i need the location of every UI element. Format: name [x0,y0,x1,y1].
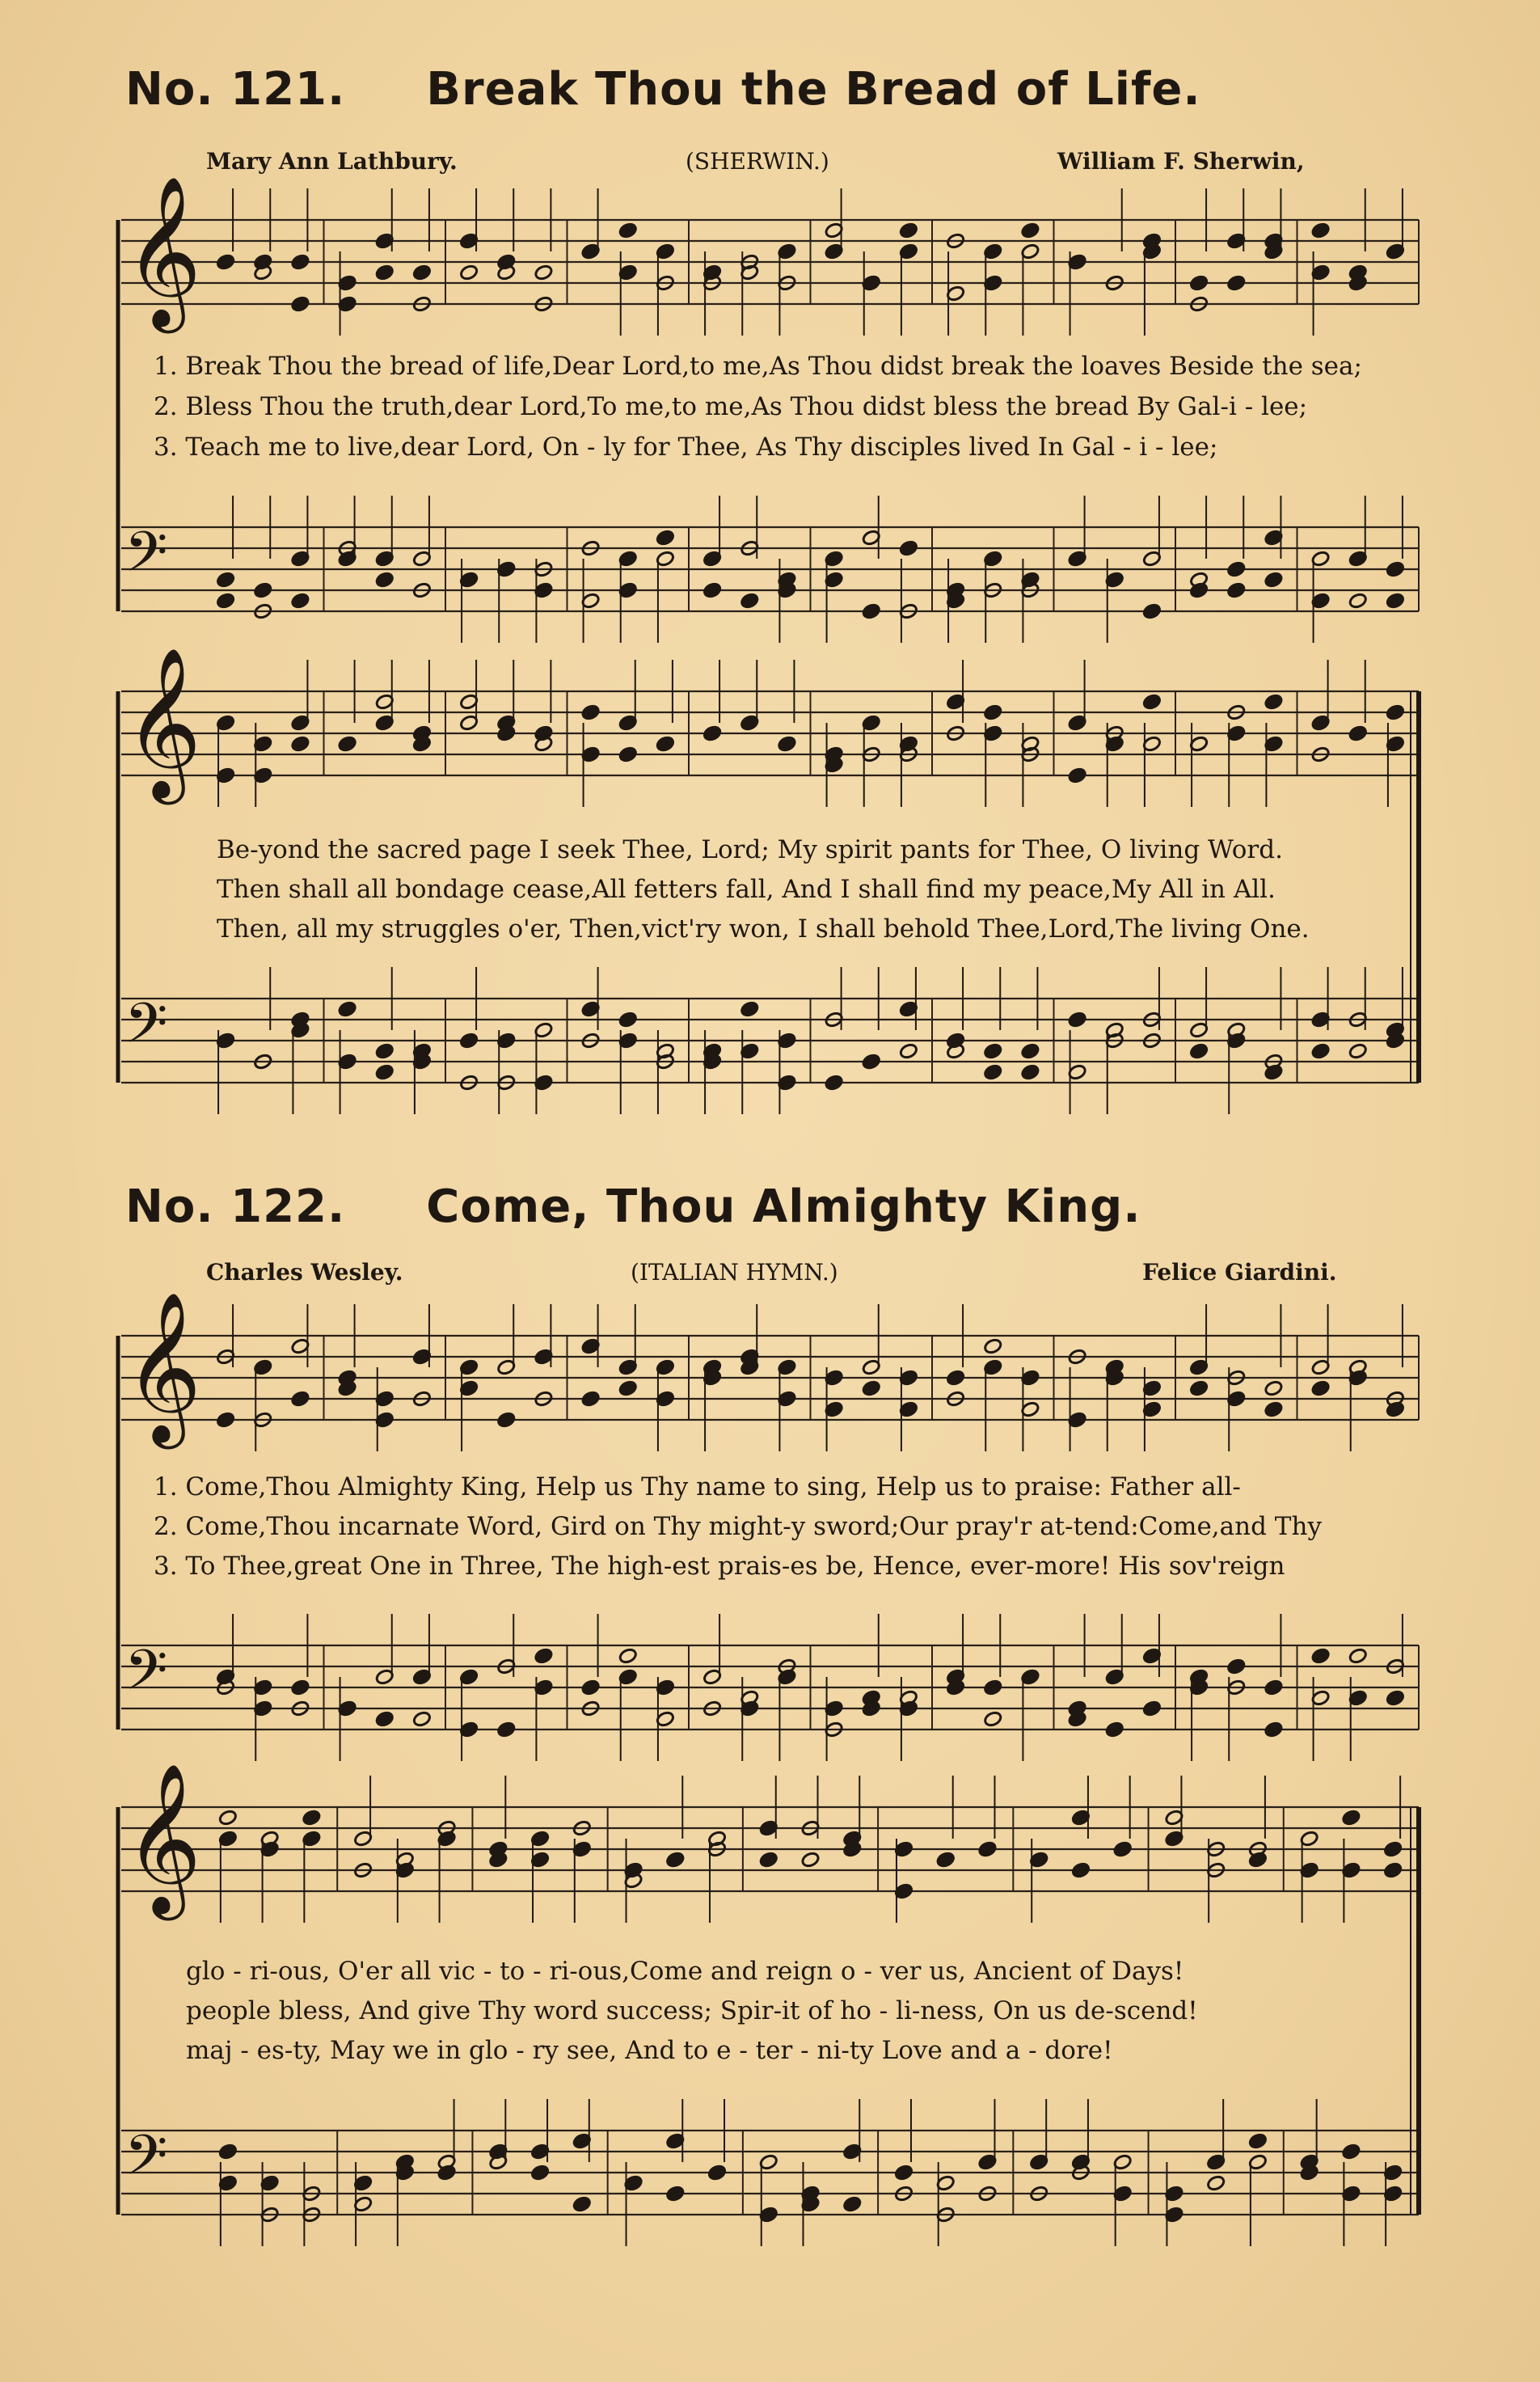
note-head [983,1710,1002,1727]
note-head [1383,1861,1403,1878]
note-head [1105,1721,1124,1738]
note-head [581,1390,601,1407]
note-head [1189,1379,1209,1396]
hymn-122-verse-1-part-2: glo - ri-ous, O'er all vic - to - ri-ous,Come and reign o - ver us, Ancient of Days! [186,1957,1184,1986]
hymn-121-verse-3-part-1: 3. Teach me to live,dear Lord, On - ly for Thee, As Thy disciples lived In Gal - i - lee; [154,433,1218,462]
bass-clef-icon: 𝄢 [124,2122,168,2202]
note-head [618,1379,638,1396]
bass-clef-icon: 𝄢 [124,990,168,1070]
note-head [581,1679,601,1696]
treble-clef-icon: 𝄞 [124,646,202,799]
note-head [1341,2143,1361,2160]
note-head [218,1809,238,1826]
note-head [412,1710,432,1727]
note-head [1386,1689,1405,1706]
note-head [1248,2132,1268,2149]
note-head [618,1647,638,1664]
note-head [1264,1679,1283,1696]
note-head [218,2143,238,2160]
note-head [1113,1840,1133,1857]
hymn-121-composer: William F. Sherwin, [1057,148,1305,175]
treble-clef-icon: 𝄞 [124,1290,202,1443]
hymn-121-verse-1-part-2: Be-yond the sacred page I seek Thee, Lord; My spirit pants for Thee, O living Word. [217,835,1283,864]
bass-clef-icon: 𝄢 [124,519,168,598]
note-head [1142,1700,1162,1717]
hymn-122-composer: Felice Giardini. [1142,1259,1337,1286]
hymn-121-tune: (SHERWIN.) [686,148,829,175]
hymn-121-verse-2-part-2: Then shall all bondage cease,All fetters fall, And I shall find my peace,My All in All. [217,875,1276,904]
hymn-name: Come, Thou Almighty King. [426,1180,1141,1233]
note-head [842,2195,862,2212]
note-head [1264,1400,1283,1417]
note-head [534,1647,553,1664]
note-head [290,1390,310,1407]
hymn-122-verse-3-part-2: maj - es-ty, May we in glo - ry see, And to e - ter - ni-ty Love and a - dore! [186,2036,1113,2065]
note-head [1206,2174,1226,2191]
note-head [496,1411,516,1428]
note-head [946,1369,965,1386]
note-head [977,1840,997,1857]
hymn-number: No. 122. [125,1180,346,1233]
note-head [216,1411,235,1428]
note-head [1341,1809,1361,1826]
note-head [1264,1721,1283,1738]
note-head [1264,1379,1283,1396]
note-head [302,1809,321,1826]
hymn-121-verse-1-part-1: 1. Break Thou the bread of life,Dear Lord,to me,As Thou didst break the loaves Beside the sea; [154,352,1362,381]
note-head [800,1851,820,1868]
hymn-122-verse-2-part-1: 2. Come,Thou incarnate Word, Gird on Thy might-y sword;Our pray'r at-tend:Come,and Thy [154,1512,1322,1541]
hymn-name: Break Thou the Bread of Life. [426,63,1201,116]
note-head [530,2164,550,2181]
hymn-121-author: Mary Ann Lathbury. [206,148,458,175]
note-head [1311,1379,1331,1396]
treble-clef-icon: 𝄞 [124,175,202,327]
note-head [759,1851,778,1868]
note-head [1071,1861,1091,1878]
bass-clef-icon: 𝄢 [124,1637,168,1717]
note-head [862,1379,881,1396]
hymn-122-verse-3-part-1: 3. To Thee,great One in Three, The high-est prais-es be, Hence, ever-more! His sov'reign [154,1552,1285,1581]
note-head [1226,1658,1246,1675]
hymn-121-verse-3-part-2: Then, all my struggles o'er, Then,vict'ry won, I shall behold Thee,Lord,The living One. [217,914,1310,944]
note-head [894,2164,913,2181]
note-head [665,2185,685,2202]
hymn-121-verse-2-part-1: 2. Bless Thou the truth,dear Lord,To me,to me,As Thou didst bless the bread By Gal-i - lee; [154,392,1308,421]
note-head [983,1337,1002,1354]
hymn-122-verse-1-part-1: 1. Come,Thou Almighty King, Help us Thy name to sing, Help us to praise: Father all- [154,1472,1241,1501]
note-head [1348,1647,1368,1664]
note-head [1311,1647,1331,1664]
hymn-122-author: Charles Wesley. [206,1259,403,1286]
note-head [572,2195,592,2212]
note-head [496,1721,516,1738]
note-head [665,1851,685,1868]
note-head [375,1710,394,1727]
hymn-number: No. 121. [125,63,346,116]
hymn-122-tune: (ITALIAN HYMN.) [631,1259,838,1286]
note-head [707,2164,727,2181]
hymn-122-verse-2-part-2: people bless, And give Thy word success; Spir-it of ho - li-ness, On us de-scend! [186,1996,1198,2025]
note-head [983,1679,1002,1696]
treble-clef-icon: 𝄞 [124,1762,202,1915]
note-head [936,1851,956,1868]
note-head [1383,1840,1403,1857]
note-head [290,1679,310,1696]
